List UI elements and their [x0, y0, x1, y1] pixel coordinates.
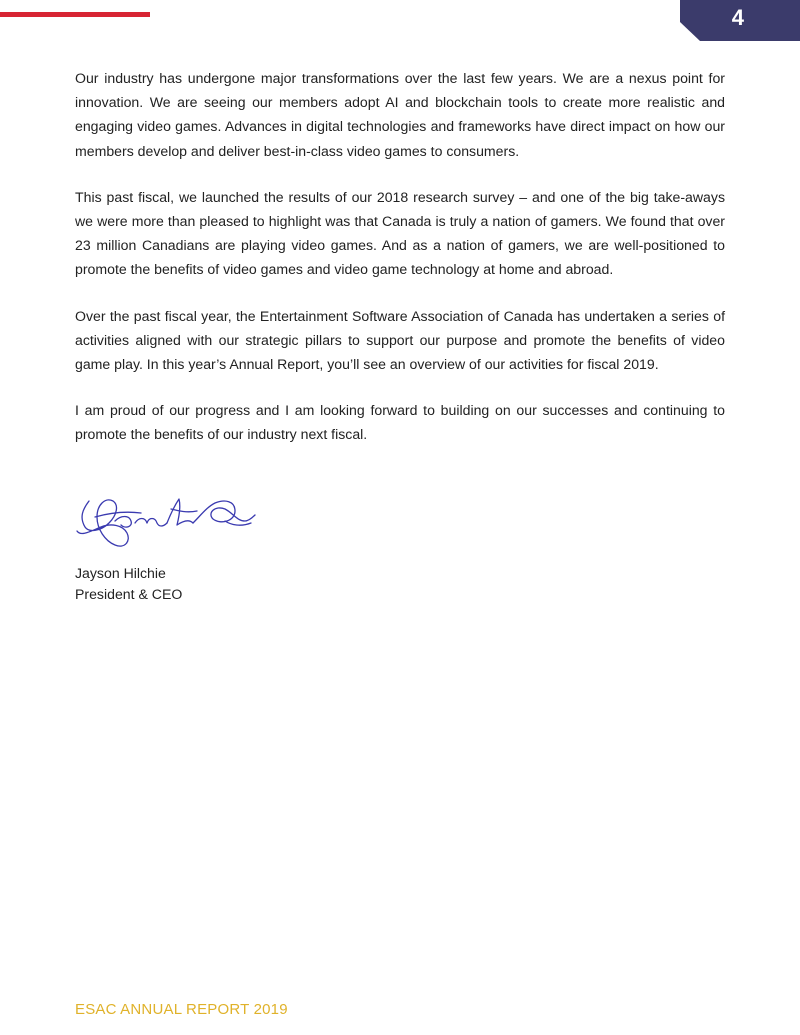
top-accent-bar — [0, 12, 150, 17]
signer-title: President & CEO — [75, 586, 183, 602]
page-number: 4 — [731, 5, 744, 30]
paragraph-4: I am proud of our progress and I am looking forward to building on our successes and continuing to promote the benefits of our industry next fiscal. — [75, 402, 725, 443]
signer-block — [75, 563, 182, 605]
signature-icon — [75, 487, 257, 550]
paragraph-2: This past fiscal, we launched the results of our 2018 research survey – and one of the big take-aways we were more than pleased to highlight was that Canada is truly a nation of gamers. We found that over 23 million Canadians are playing video games. And as a nation of gamers, we are well-positioned to promote the benefits of video games and video game technology at home and abroad. — [75, 188, 725, 278]
footer-report-title: ESAC ANNUAL REPORT 2019 — [75, 1001, 288, 1018]
paragraph-1: Our industry has undergone major transformations over the last few years. We are a nexus point for innovation. We are seeing our members adopt AI and blockchain tools to create more realistic and engaging video games. Advances in digital technologies and frameworks have direct impact on how our members develop and deliver best-in-class video games to consumers. — [75, 70, 725, 159]
paragraph-3: Over the past fiscal year, the Entertainment Software Association of Canada has undertaken a series of activities aligned with our strategic pillars to support our purpose and promote the benefits of video game play. In this year’s Annual Report, you’ll see an overview of our activities for fiscal 2019. — [75, 307, 725, 373]
letter-body — [75, 66, 725, 447]
signer-name: Jayson Hilchie — [75, 565, 166, 581]
